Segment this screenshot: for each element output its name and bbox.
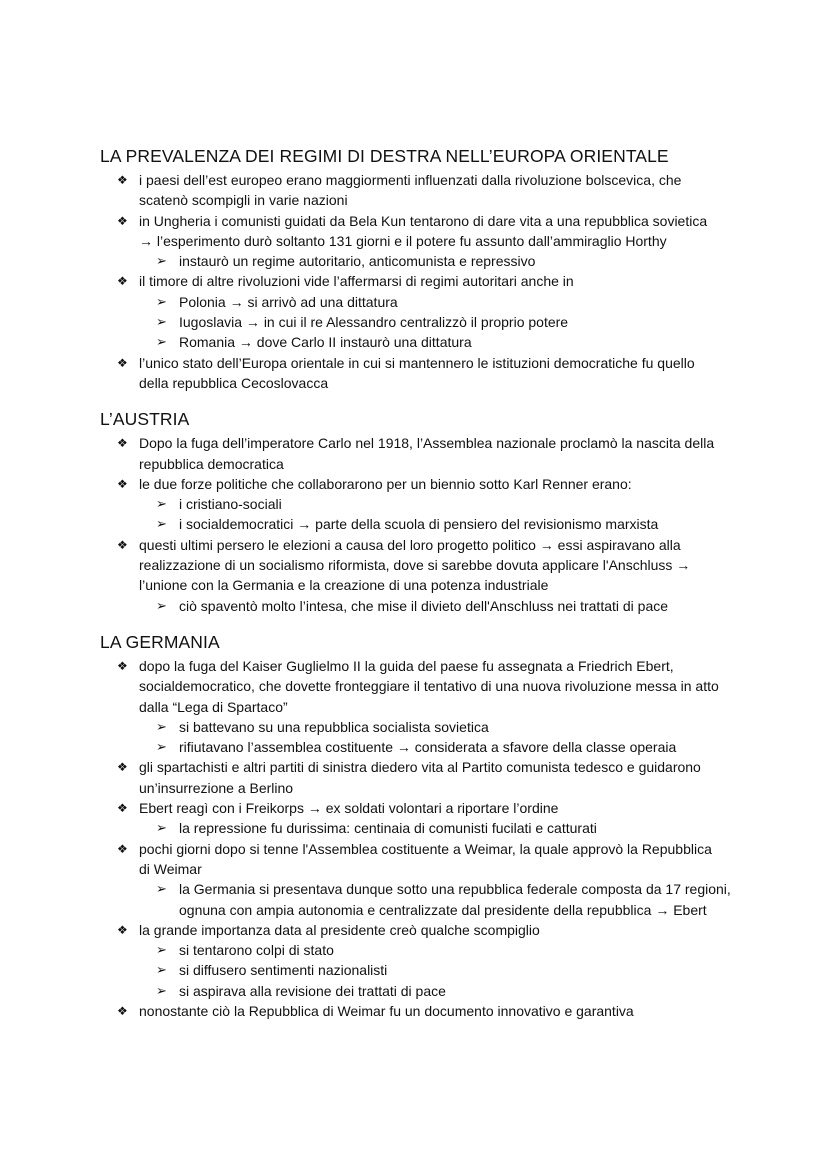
diamond-bullet-icon: ❖: [117, 213, 128, 228]
arrow-bullet-icon: ➢: [156, 962, 167, 978]
diamond-bullet-icon: ❖: [117, 760, 128, 775]
bullet-text: la repressione fu durissima: centinaia di comunisti fucilati e catturati: [179, 820, 597, 837]
diamond-bullet-icon: ❖: [117, 355, 128, 370]
sub-bullet-item: [156, 940, 731, 960]
bullet-item: [117, 433, 724, 474]
diamond-bullet-icon: ❖: [117, 1003, 128, 1018]
section-title: LA GERMANIA: [100, 631, 220, 652]
bullet-text: gli spartachisti e altri partiti di sinistra diedero vita al Partito comunista tedesco e guidarono un’insurrezione a Berlino: [139, 759, 701, 796]
bullet-text: l’unico stato dell’Europa orientale in cui si mantennero le istituzioni democratiche fu quello della repubblica Cecoslovacca: [139, 354, 695, 391]
sub-bullet-item: [156, 514, 731, 534]
arrow-bullet-icon: ➢: [156, 820, 167, 836]
arrow-bullet-icon: ➢: [156, 334, 167, 350]
bullet-text: questi ultimi persero le elezioni a causa del loro progetto politico → essi aspiravano alla realizzazione di un socialismo riformista, dove si sarebbe dovuta applicare l'Anschluss → l’unione con la Germania e la creazione di una potenza industriale: [139, 536, 691, 594]
arrow-bullet-icon: ➢: [156, 942, 167, 958]
bullet-item: [117, 535, 724, 596]
bullet-text: si tentarono colpi di stato: [179, 942, 334, 959]
sub-bullet-item: [156, 960, 731, 980]
sub-bullet-item: [156, 596, 731, 616]
section-germany: [0, 630, 828, 1021]
bullet-text: il timore di altre rivoluzioni vide l’affermarsi di regimi autoritari anche in: [139, 273, 574, 290]
bullet-list: [0, 433, 828, 616]
diamond-bullet-icon: ❖: [117, 922, 128, 937]
bullet-text: in Ungheria i comunisti guidati da Bela Kun tentarono di dare vita a una repubblica sovietica → l’esperimento durò soltanto 131 giorni e il potere fu assunto dall’ammiraglio Horthy: [139, 212, 708, 249]
arrow-bullet-icon: ➢: [156, 881, 167, 897]
sub-bullet-item: [156, 251, 731, 271]
section-title: LA PREVALENZA DEI REGIMI DI DESTRA NELL’EUROPA ORIENTALE: [100, 146, 669, 166]
diamond-bullet-icon: ❖: [117, 537, 128, 552]
bullet-text: Polonia → si arrivò ad una dittatura: [179, 293, 398, 310]
sub-bullet-item: [156, 981, 731, 1001]
bullet-text: la grande importanza data al presidente creò qualche scompiglio: [139, 921, 540, 938]
diamond-bullet-icon: ❖: [117, 801, 128, 816]
bullet-item: [117, 353, 724, 394]
arrow-bullet-icon: ➢: [156, 597, 167, 613]
arrow-bullet-icon: ➢: [156, 739, 167, 755]
bullet-text: la Germania si presentava dunque sotto una repubblica federale composta da 17 regioni, ognuna con ampia autonomia e centralizzate dal presidente della repubblica → Ebert: [179, 881, 731, 918]
bullet-text: i cristiano-sociali: [179, 496, 282, 513]
diamond-bullet-icon: ❖: [117, 173, 128, 187]
sub-bullet-item: [156, 879, 731, 920]
bullet-text: pochi giorni dopo si tenne l'Assemblea costituente a Weimar, la quale approvò la Repubblica di Weimar: [139, 840, 712, 877]
arrow-bullet-icon: ➢: [156, 314, 167, 330]
bullet-text: si aspirava alla revisione dei trattati di pace: [179, 982, 446, 999]
diamond-bullet-icon: ❖: [117, 274, 128, 289]
arrow-bullet-icon: ➢: [156, 253, 167, 269]
arrow-bullet-icon: ➢: [156, 496, 167, 512]
bullet-item: [117, 920, 724, 940]
bullet-text: i socialdemocratici → parte della scuola di pensiero del revisionismo marxista: [179, 516, 659, 533]
bullet-list: [0, 656, 828, 1021]
arrow-bullet-icon: ➢: [156, 293, 167, 309]
bullet-text: nonostante ciò la Repubblica di Weimar fu un documento innovativo e garantiva: [139, 1002, 634, 1019]
bullet-text: rifiutavano l’assemblea costituente → considerata a sfavore della classe operaia: [179, 739, 677, 756]
diamond-bullet-icon: ❖: [117, 476, 128, 491]
arrow-bullet-icon: ➢: [156, 982, 167, 998]
section-title: L’AUSTRIA: [100, 409, 190, 430]
bullet-item: [117, 757, 724, 798]
bullet-list: [0, 170, 828, 393]
diamond-bullet-icon: ❖: [117, 658, 128, 673]
bullet-text: Romania → dove Carlo II instaurò una dittatura: [179, 334, 472, 351]
bullet-item: [117, 211, 724, 252]
bullet-item: [117, 170, 724, 211]
sub-bullet-item: [156, 494, 731, 514]
bullet-text: si diffusero sentimenti nazionalisti: [179, 962, 388, 979]
bullet-text: dopo la fuga del Kaiser Guglielmo II la guida del paese fu assegnata a Friedrich Ebert, socialdemocratico, che dovette fronteggiare il tentativo di una nuova rivoluzione messa in atto dalla “Lega di Spartaco”: [139, 657, 719, 715]
diamond-bullet-icon: ❖: [117, 841, 128, 856]
section-austria: [0, 407, 828, 616]
bullet-text: ciò spaventò molto l’intesa, che mise il divieto dell'Anschluss nei trattati di pace: [179, 597, 669, 614]
diamond-bullet-icon: ❖: [117, 436, 128, 451]
bullet-item: [117, 271, 724, 291]
bullet-text: le due forze politiche che collaborarono per un biennio sotto Karl Renner erano:: [139, 475, 632, 492]
sub-bullet-item: [156, 717, 731, 737]
bullet-text: instaurò un regime autoritario, anticomunista e repressivo: [179, 253, 536, 270]
arrow-bullet-icon: ➢: [156, 516, 167, 532]
bullet-text: i paesi dell’est europeo erano maggiormenti influenzati dalla rivoluzione bolscevica, che scatenò scompigli in varie nazioni: [139, 172, 682, 209]
bullet-text: si battevano su una repubblica socialista sovietica: [179, 718, 489, 735]
section-eastern-europe: [0, 144, 828, 393]
bullet-text: Iugoslavia → in cui il re Alessandro centralizzò il proprio potere: [179, 314, 569, 331]
sub-bullet-item: [156, 292, 731, 312]
bullet-text: Ebert reagì con i Freikorps → ex soldati volontari a riportare l’ordine: [139, 800, 559, 817]
bullet-text: Dopo la fuga dell’imperatore Carlo nel 1918, l’Assemblea nazionale proclamò la nascita della repubblica democratica: [139, 435, 715, 472]
bullet-item: [117, 839, 724, 880]
sub-bullet-item: [156, 332, 731, 352]
sub-bullet-item: [156, 818, 731, 838]
sub-bullet-item: [156, 312, 731, 332]
bullet-item: [117, 474, 724, 494]
arrow-bullet-icon: ➢: [156, 718, 167, 734]
bullet-item: [117, 798, 724, 818]
bullet-item: [117, 656, 724, 717]
bullet-item: [117, 1001, 724, 1021]
sub-bullet-item: [156, 737, 731, 757]
